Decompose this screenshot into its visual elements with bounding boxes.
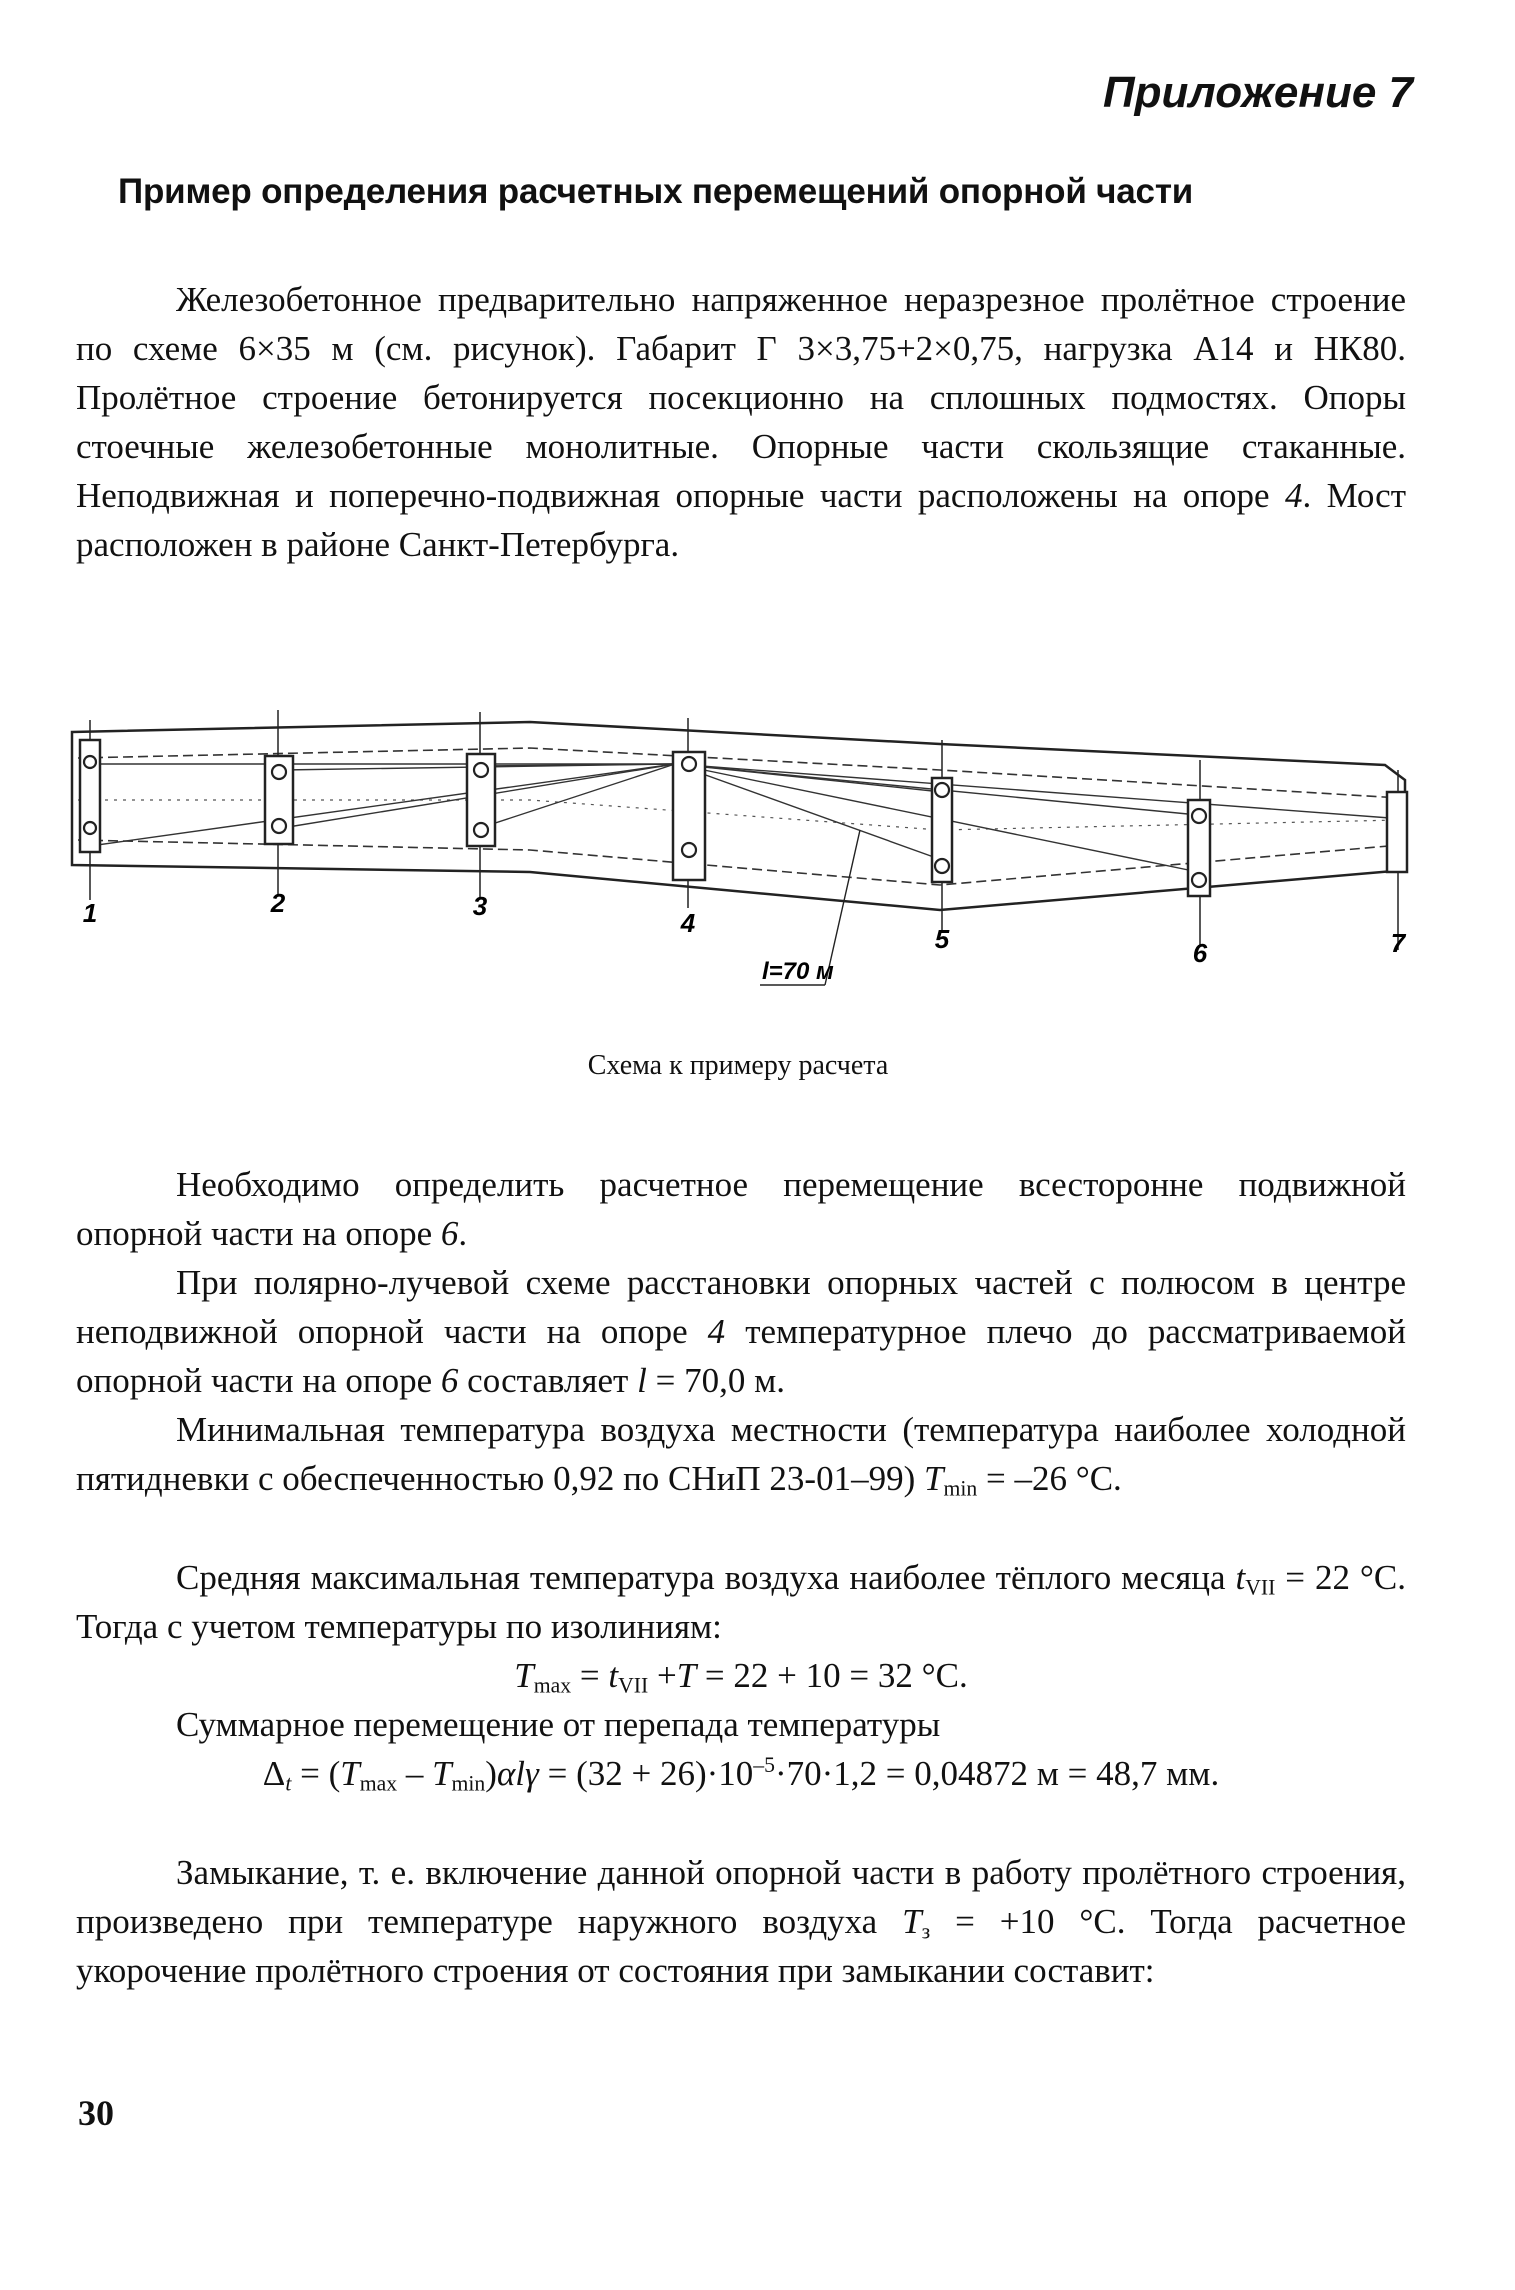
p6-var: T [902,1902,922,1941]
p1-support: 6 [440,1214,459,1253]
paragraph-min-temperature [76,1405,1406,1503]
figure-caption: Схема к примеру расчета [587,1050,889,1081]
p4-value: = 22 °С. Тогда с учетом температуры по изолиниям: [76,1558,1406,1646]
p6-sub: з [921,1919,931,1944]
appendix-heading: Приложение 7 [1103,68,1413,117]
f2-sub-min: min [451,1771,486,1796]
p2-text: При полярно-лучевой схеме расстановки опорных частей с полюсом в центре неподвижной опорной части на опоре [76,1263,1406,1351]
p2-var: l [637,1361,647,1400]
f2-delta: Δ [262,1754,286,1793]
p5-text: Суммарное перемещение от перепада температуры [176,1705,941,1744]
f2-alpha: αlγ [496,1754,539,1793]
f1-plus: + [656,1656,677,1695]
p3-sub: min [943,1476,978,1501]
intro-text-end: . Мост расположен в районе Санкт-Петербурга. [76,476,1407,564]
f1-sub-vii: VII [618,1673,649,1698]
p4-text: Средняя максимальная температура воздуха наиболее тёплого месяца [176,1558,1226,1597]
bridge-scheme-diagram [60,700,1440,1000]
f2-close: ) [485,1754,497,1793]
f2-exp: –5 [753,1752,775,1777]
support-label-5: 5 [934,924,950,954]
paragraph-closure [76,1848,1406,1995]
p1-text: Необходимо определить расчетное перемещение всесторонне подвижной опорной части на опоре [76,1165,1406,1253]
p2-value: = 70,0 м. [655,1361,785,1400]
support-label-1: 1 [82,898,98,928]
f2-calc1: = (32 + 26)·10 [547,1754,754,1793]
intro-paragraph [76,275,1406,569]
intro-support-number: 4 [1284,476,1303,515]
page-number: 30 [78,2093,114,2133]
f2-minus: – [405,1754,424,1793]
support-label-7: 7 [1390,928,1406,958]
f2-open: = ( [300,1754,341,1793]
length-label: l=70 м [762,958,834,985]
p2-mid2: составляет [467,1361,629,1400]
p4-var: t [1235,1558,1246,1597]
p3-text: Минимальная температура воздуха местности (температура наиболее холодной пятидневки с обеспеченностью 0,92 по СНиП 23-01–99) [76,1410,1406,1498]
p4-sub: VII [1245,1575,1276,1600]
p6-text: Замыкание, т. е. включение данной опорной части в работу пролётного строения, произведено при температуре наружного воздуха [76,1853,1406,1941]
f1-rest: = 22 + 10 = 32 °С. [704,1656,968,1695]
support-label-6: 6 [1192,938,1208,968]
support-label-3: 3 [472,891,488,921]
f1-T2: T [676,1656,697,1695]
f2-T: T [340,1754,360,1793]
formula-delta [76,1749,1406,1798]
p2-support-fixed: 4 [707,1312,726,1351]
p6-value: = +10 °С. Тогда расчетное укорочение пролётного строения от состояния при замыкании составит: [76,1902,1407,1990]
p1-end: . [458,1214,468,1253]
paragraph-task [76,1160,1406,1258]
paragraph-polar-scheme [76,1258,1406,1405]
paragraph-total-displacement [76,1700,1406,1749]
f1-eq: = [579,1656,600,1695]
p3-var: T [923,1459,944,1498]
f1-sub-max: max [533,1673,572,1698]
p2-mid: температурное плечо до рассматриваемой опорной части на опоре [76,1312,1406,1400]
f2-T2: T [432,1754,452,1793]
page-title: Пример определения расчетных перемещений опорной части [118,172,1194,211]
intro-text: Железобетонное предварительно напряженное неразрезное пролётное строение по схеме 6×35 м (см. рисунок). Габарит Г 3×3,75+2×0,75, нагрузка А14 и НК80. Пролётное строение бетонируется посекционно на сплошных подмостях. Опоры стоечные железобетонные монолитные. Опорные части скользящие стаканные. Неподвижная и поперечно-подвижная опорные части расположены на опоре [76,280,1406,515]
p2-support: 6 [440,1361,459,1400]
formula-tmax [76,1651,1406,1700]
f1-T: T [514,1656,534,1695]
f2-sub-max: max [359,1771,398,1796]
p3-value: = –26 °С. [985,1459,1122,1498]
f2-sub-t: t [285,1771,292,1796]
f1-t: t [608,1656,619,1695]
f2-calc2: ·70·1,2 = 0,04872 м = 48,7 мм. [774,1754,1220,1793]
support-label-4: 4 [680,908,696,938]
paragraph-max-temperature [76,1553,1406,1651]
support-label-2: 2 [270,888,286,918]
